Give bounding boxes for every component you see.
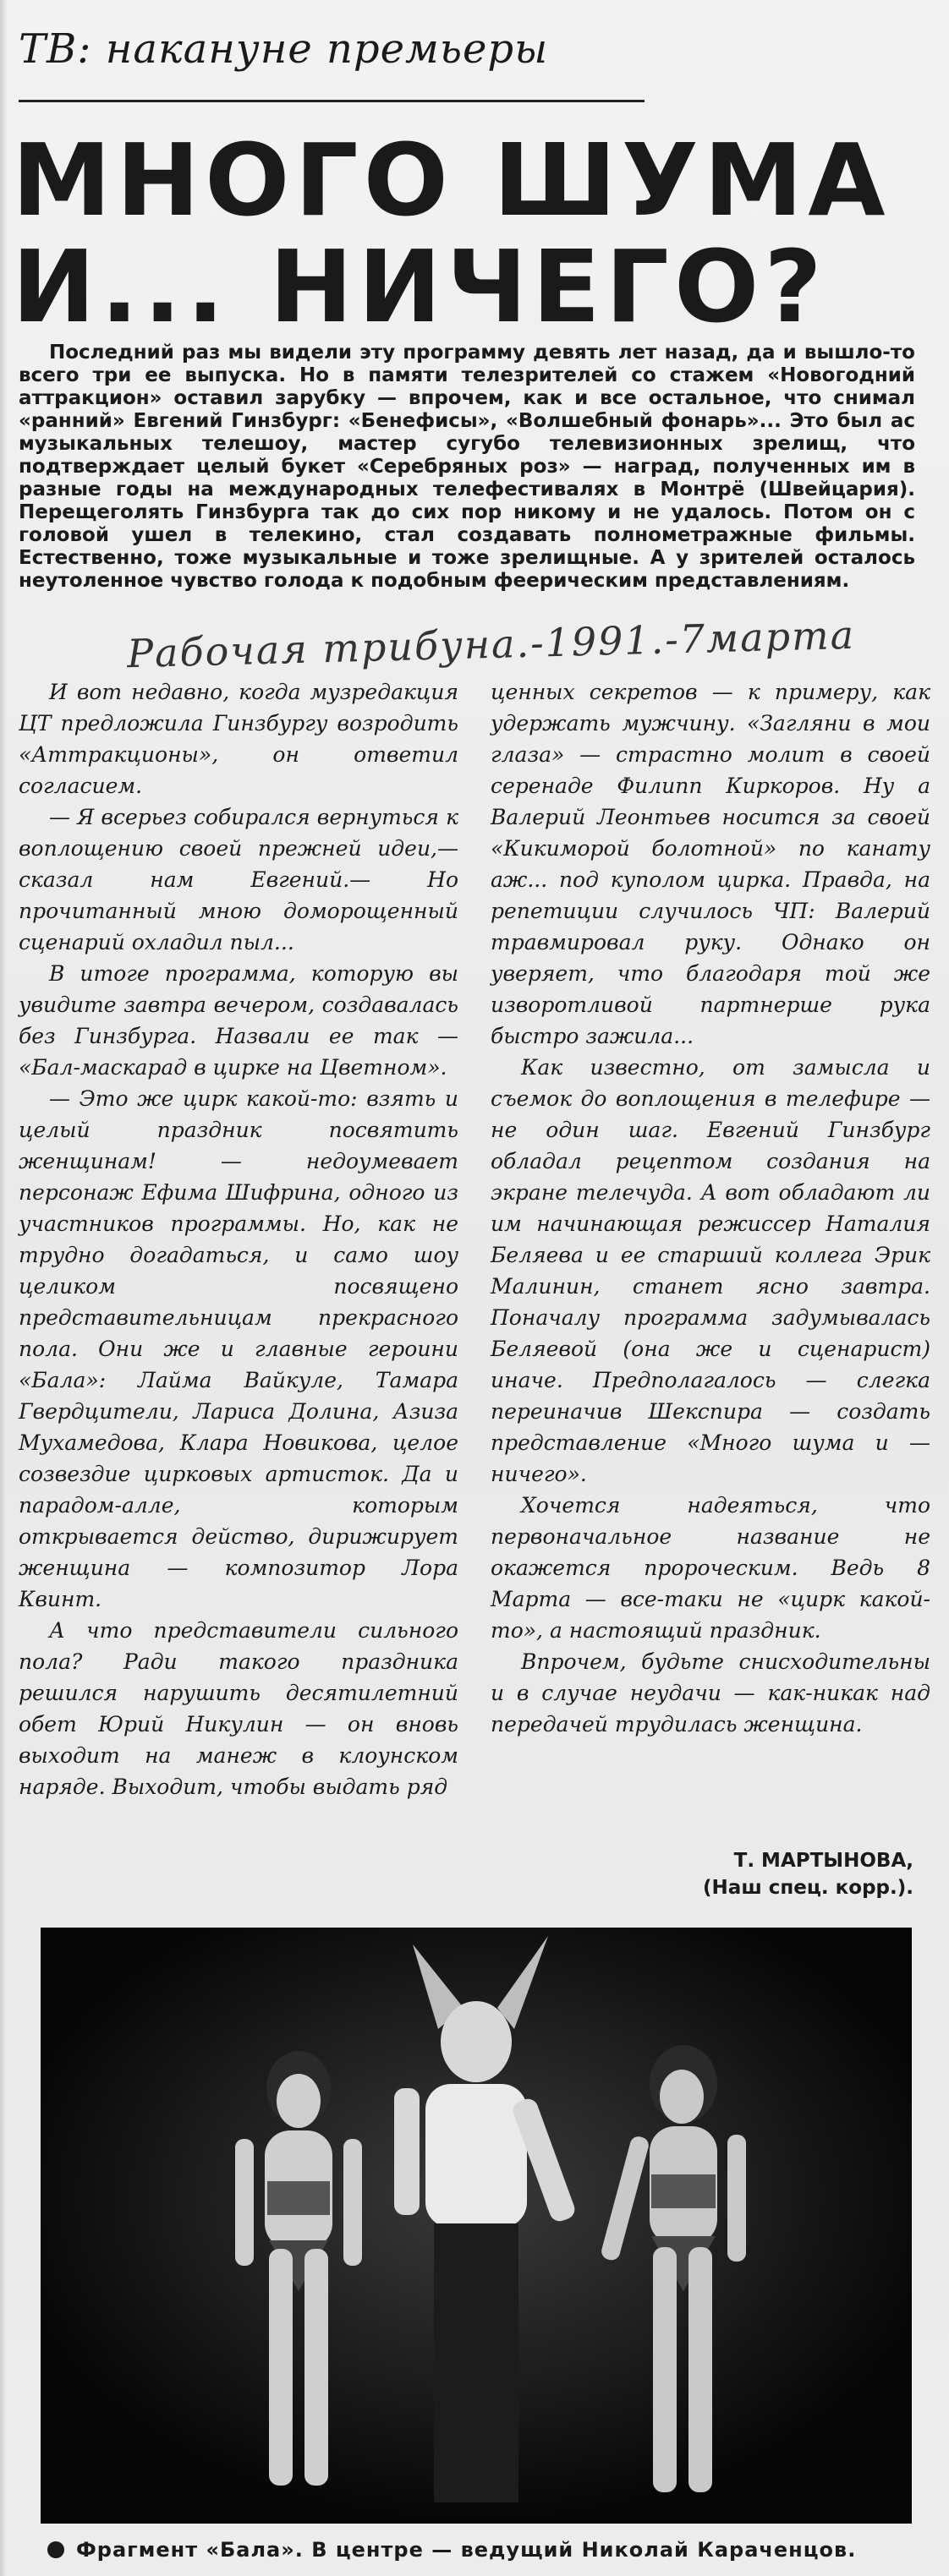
photo-caption-text: Фрагмент «Бала». В центре — ведущий Николай Караченцов.	[76, 2538, 857, 2562]
lead-paragraph: Последний раз мы видели эту программу девять лет назад, да и вышло-то всего три ее выпуска. Но в памяти телезрителей со стажем «Новогодний аттракцион» оставил зарубку — впрочем, как и все остальное, что снимал «ранний» Евгений Гинзбург: «Бенефисы», «Волшебный фонарь»... Это был ас музыкальных телешоу, мастер сугубо телевизионных зрелищ, что подтверждает целый букет «Серебряных роз» — наград, полученных им в разные годы на международных телефестивалях в Монтрё (Швейцария). Перещеголять Гинзбурга так до сих пор никому и не удалось. Потом он с головой ушел в телекино, стал создавать полнометражные фильмы. Естественно, тоже музыкальные и тоже зрелищные. А у зрителей осталось неутоленное чувство голода к подобным феерическим представлениям.	[19, 342, 915, 592]
body-paragraph: — Я всерьез собирался вернуться к воплощению своей прежней идеи,— сказал нам Евгений.— Но прочитанный мною доморощенный сценарий охладил пыл...	[19, 805, 458, 954]
stage-photo-illustration	[41, 1928, 912, 2524]
body-paragraph: И вот недавно, когда музредакция ЦТ предложила Гинзбургу возродить «Аттракционы», он ответил согласием.	[19, 680, 458, 798]
body-paragraph: В итоге программа, которую вы увидите завтра вечером, создавалась без Гинзбурга. Назвали ее так — «Бал-маскарад в цирке на Цветном».	[19, 961, 458, 1080]
headline-line-1: МНОГО ШУМА	[12, 122, 891, 238]
photo-caption	[47, 2538, 856, 2562]
body-paragraph: — Это же цирк какой-то: взять и целый праздник посвятить женщинам! — недоумевает персонаж Ефима Шифрина, одного из участников программы. Но, как не трудно догадаться, и само шоу целиком посвящено представительницам прекрасного пола. Они же и главные героини «Бала»: Лайма Вайкуле, Тамара Гвердцители, Лариса Долина, Азиза Мухамедова, Клара Новикова, целое созвездие цирковых артисток. Да и парадом-алле, которым открывается действо, дирижирует женщина — композитор Лора Квинт.	[19, 1086, 458, 1611]
body-paragraph: Впрочем, будьте снисходительны и в случае неудачи — как-никак над передачей трудилась женщина.	[491, 1649, 930, 1736]
author-role: (Наш спец. корр.).	[703, 1877, 913, 1899]
author-byline	[592, 1847, 913, 1901]
body-paragraph: Хочется надеяться, что первоначальное название не окажется пророческим. Ведь 8 Марта — все-таки не «цирк какой-то», а настоящий праздник.	[491, 1493, 930, 1643]
body-paragraph: Как известно, от замысла и съемок до воплощения в телефире — не один шаг. Евгений Гинзбург обладал рецептом создания на экране телечуда. А вот обладают ли им начинающая режиссер Наталия Беляева и ее старший коллега Эрик Малинин, станет ясно завтра. Поначалу программа задумывалась Беляевой (она же и сценарист) иначе. Предполагалось — слегка переиначив Шекспира — создать представление «Много шума и — ничего».	[491, 1055, 930, 1486]
headline-line-2: И... НИЧЕГО?	[12, 228, 827, 345]
paper-fold-shadow	[0, 0, 7, 2576]
body-column-right	[491, 676, 930, 1740]
body-paragraph: А что представители сильного пола? Ради такого праздника решился нарушить десятилетний обет Юрий Никулин — он вновь выходит на манеж в клоунском наряде. Выходит, чтобы выдать ряд	[19, 1618, 458, 1799]
author-name: Т. МАРТЫНОВА,	[733, 1850, 913, 1872]
body-paragraph: ценных секретов — к примеру, как удержать мужчину. «Загляни в мои глаза» — страстно молит в своей серенаде Филипп Киркоров. Ну а Валерий Леонтьев носится за своей «Кикиморой болотной» по канату аж... под куполом цирка. Правда, на репетиции случилось ЧП: Валерий травмировал руку. Однако он уверяет, что благодаря той же изворотливой партнерше рука быстро зажила...	[491, 680, 930, 1048]
rubric-label: ТВ: накануне премьеры	[19, 25, 549, 73]
headline	[12, 122, 925, 345]
bullet-icon	[47, 2541, 64, 2558]
handwritten-source-note: Рабочая трибуна.-1991.-7марта	[126, 611, 856, 677]
stage-photo	[41, 1928, 912, 2524]
rubric-divider	[19, 100, 645, 102]
body-column-left	[19, 676, 458, 1802]
